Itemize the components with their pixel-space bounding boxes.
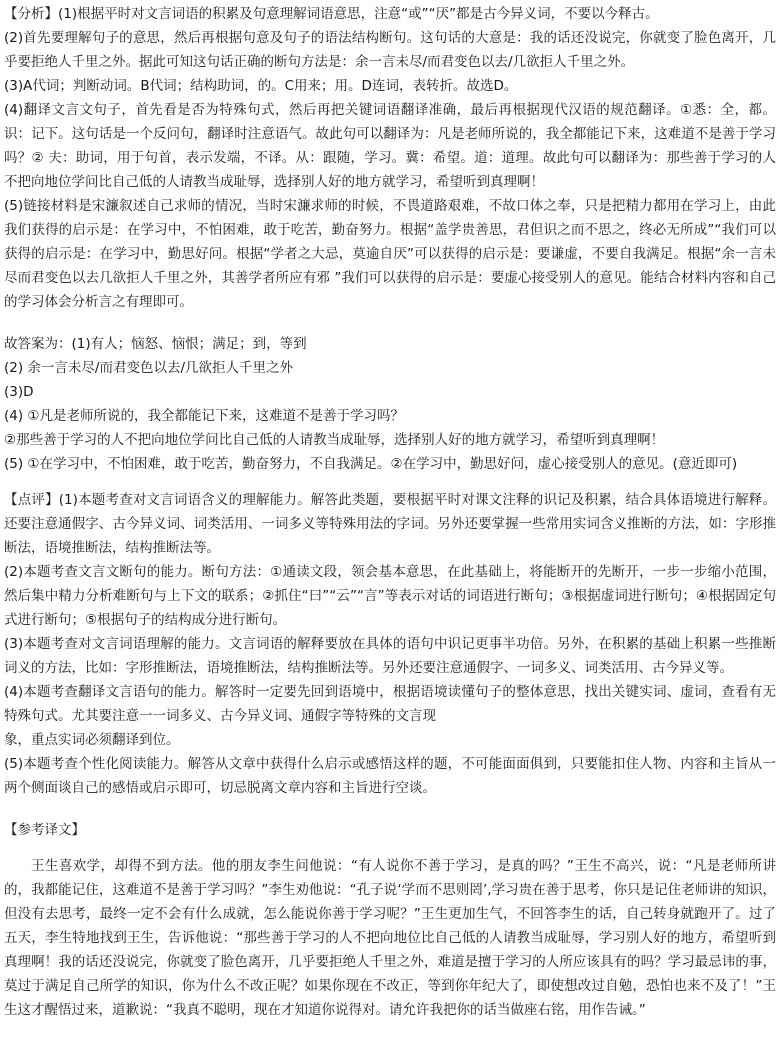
answer-line-4: (4) ①凡是老师所说的，我全都能记下来，这难道不是善于学习吗？ xyxy=(4,408,405,424)
answer-line-6: (5) ①在学习中，不怕困难，敢于吃苦，勤奋努力，不自我满足。②在学习中，勤思好问，虚心接受别人的意见。(意近即可) xyxy=(4,456,738,472)
comment-paragraph-2: (2)本题考查文言文断句的能力。断句方法：①通读文段，领会基本意思，在此基础上，将能断开的先断开，一步一步缩小范围，然后集中精力分析难断句与上下文的联系；②抓住“曰”“云”“言”等表示对话的词语进行断句；③根据虚词进行断句；④根据固定句式进行断句；⑤根据句子的结构成分进行断句。 xyxy=(4,564,776,628)
analysis-paragraph-2: (2)首先要理解句子的意思，然后再根据句意及句子的语法结构断句。这句话的大意是：我的话还没说完，你就变了脸色离开，几乎要拒绝人千里之外。据此可知这句话正确的断句方法是：余一言未尽/而君变色以去/几欲拒人千里之外。 xyxy=(4,30,776,70)
answer-section xyxy=(4,332,776,476)
answer-line-2: (2) 余一言未尽/而君变色以去/几欲拒人千里之外 xyxy=(4,360,294,376)
answer-line-5: ②那些善于学习的人不把向地位学问比自己低的人请教当成耻辱，选择别人好的地方就学习，希望听到真理啊！ xyxy=(4,432,665,448)
comment-section xyxy=(4,488,776,800)
comment-paragraph-3: (3)本题考查对文言词语理解的能力。文言词语的解释要放在具体的语句中识记更事半功倍。另外，在积累的基础上积累一些推断词义的方法，比如：字形推断法，语境推断法，结构推断法等。另外还要注意通假字、一词多义、词类活用、古今异义等。 xyxy=(4,636,776,676)
comment-paragraph-1: 【点评】(1)本题考查对文言词语含义的理解能力。解答此类题，要根据平时对课文注释的识记及积累，结合具体语境进行解释。还要注意通假字、古今异义词、词类活用、一词多义等特殊用法的字词。另外还要掌握一些常用实词含义推断的方法，如：字形推断法，语境推断法，结构推断法等。 xyxy=(4,492,776,556)
analysis-paragraph-4: (4)翻译文言文句子，首先看是否为特殊句式，然后再把关键词语翻译准确，最后再根据现代汉语的规范翻译。①悉：全，都。识：记下。这句话是一个反问句，翻译时注意语气。故此句可以翻译为：凡是老师所说的，我全都能记下来，这难道不是善于学习吗？② 夫：助词，用于句首，表示发端，不译。从：跟随，学习。冀：希望。道：道理。故此句可以翻译为：那些善于学习的人不把向地位学问比自己低的人请教当成耻辱，选择别人好的地方就学习，希望听到真理啊！ xyxy=(4,102,776,190)
analysis-paragraph-3: (3)A代词；判断动词。B代词；结构助词，的。C用来；用。D连词，表转折。故选D。 xyxy=(4,78,518,94)
comment-paragraph-4: (4)本题考查翻译文言语句的能力。解答时一定要先回到语境中，根据语境读懂句子的整体意思，找出关键实词、虚词，查看有无特殊句式。尤其要注意一一词多义、古今异义词、通假字等特殊的文言现 xyxy=(4,684,776,724)
analysis-paragraph-1: 【分析】(1)根据平时对文言词语的积累及句意理解词语意思，注意“或”“厌”都是古今异义词，不要以今释古。 xyxy=(4,6,659,22)
comment-paragraph-4-cont: 象，重点实词必须翻译到位。 xyxy=(4,732,180,748)
analysis-section xyxy=(4,2,776,314)
translation-title: 【参考译文】 xyxy=(4,822,85,838)
translation-paragraph: 王生喜欢学，却得不到方法。他的朋友李生问他说：“有人说你不善于学习，是真的吗？”王生不高兴，说：“凡是老师所讲的，我都能记住，这难道不是善于学习吗？”李生劝他说：“孔子说‘学而不思则罔’,学习贵在善于思考，你只是记住老师讲的知识，但没有去思考，最终一定不会有什么成就，怎么能说你善于学习呢？”王生更加生气，不回答李生的话，自己转身就跑开了。过了五天，李生特地找到王生，告诉他说：“那些善于学习的人不把向地位比自己低的人请教当成耻辱，学习别人好的地方，希望听到真理啊！我的话还没说完，你就变了脸色离开，几乎要拒绝人千里之外，难道是擅于学习的人所应该具有的吗？学习最忌讳的事，莫过于满足自己所学的知识，你为什么不改正呢？如果你现在不改正，等到你年纪大了，即使想改过自勉，恐怕也来不及了！”王生这才醒悟过来，道歉说：“我真不聪明，现在才知道你说得对。请允许我把你的话当做座右铭，用作告诫。” xyxy=(4,858,776,1018)
answer-line-3: (3)D xyxy=(4,384,34,400)
answer-line-1: 故答案为：(1)有人；恼怒、恼恨；满足；到，等到 xyxy=(4,336,307,352)
comment-paragraph-5: (5)本题考查个性化阅读能力。解答从文章中获得什么启示或感悟这样的题，不可能面面俱到，只要能扣住人物、内容和主旨从一两个侧面谈自己的感悟或启示即可，切忌脱离文章内容和主旨进行空谈。 xyxy=(4,756,776,796)
analysis-paragraph-5: (5)链接材料是宋濂叙述自己求师的情况，当时宋濂求师的时候，不畏道路艰难，不故口体之奉，只是把精力都用在学习上，由此我们获得的启示是：在学习中，不怕困难，敢于吃苦，勤奋努力。根据“盖学贵善思，君但识之而不思之，终必无所成”“我们可以获得的启示是：在学习中，勤思好问。根据“学者之大忌，莫逾自厌”可以获得的启示是：要谦虚，不要自我满足。根据“余一言未尽而君变色以去几欲拒人千里之外，其善学者所应有邪 ”我们可以获得的启示是：要虚心接受别人的意见。能结合材料内容和自己的学习体会分析言之有理即可。 xyxy=(4,198,776,310)
translation-section xyxy=(4,818,776,1022)
